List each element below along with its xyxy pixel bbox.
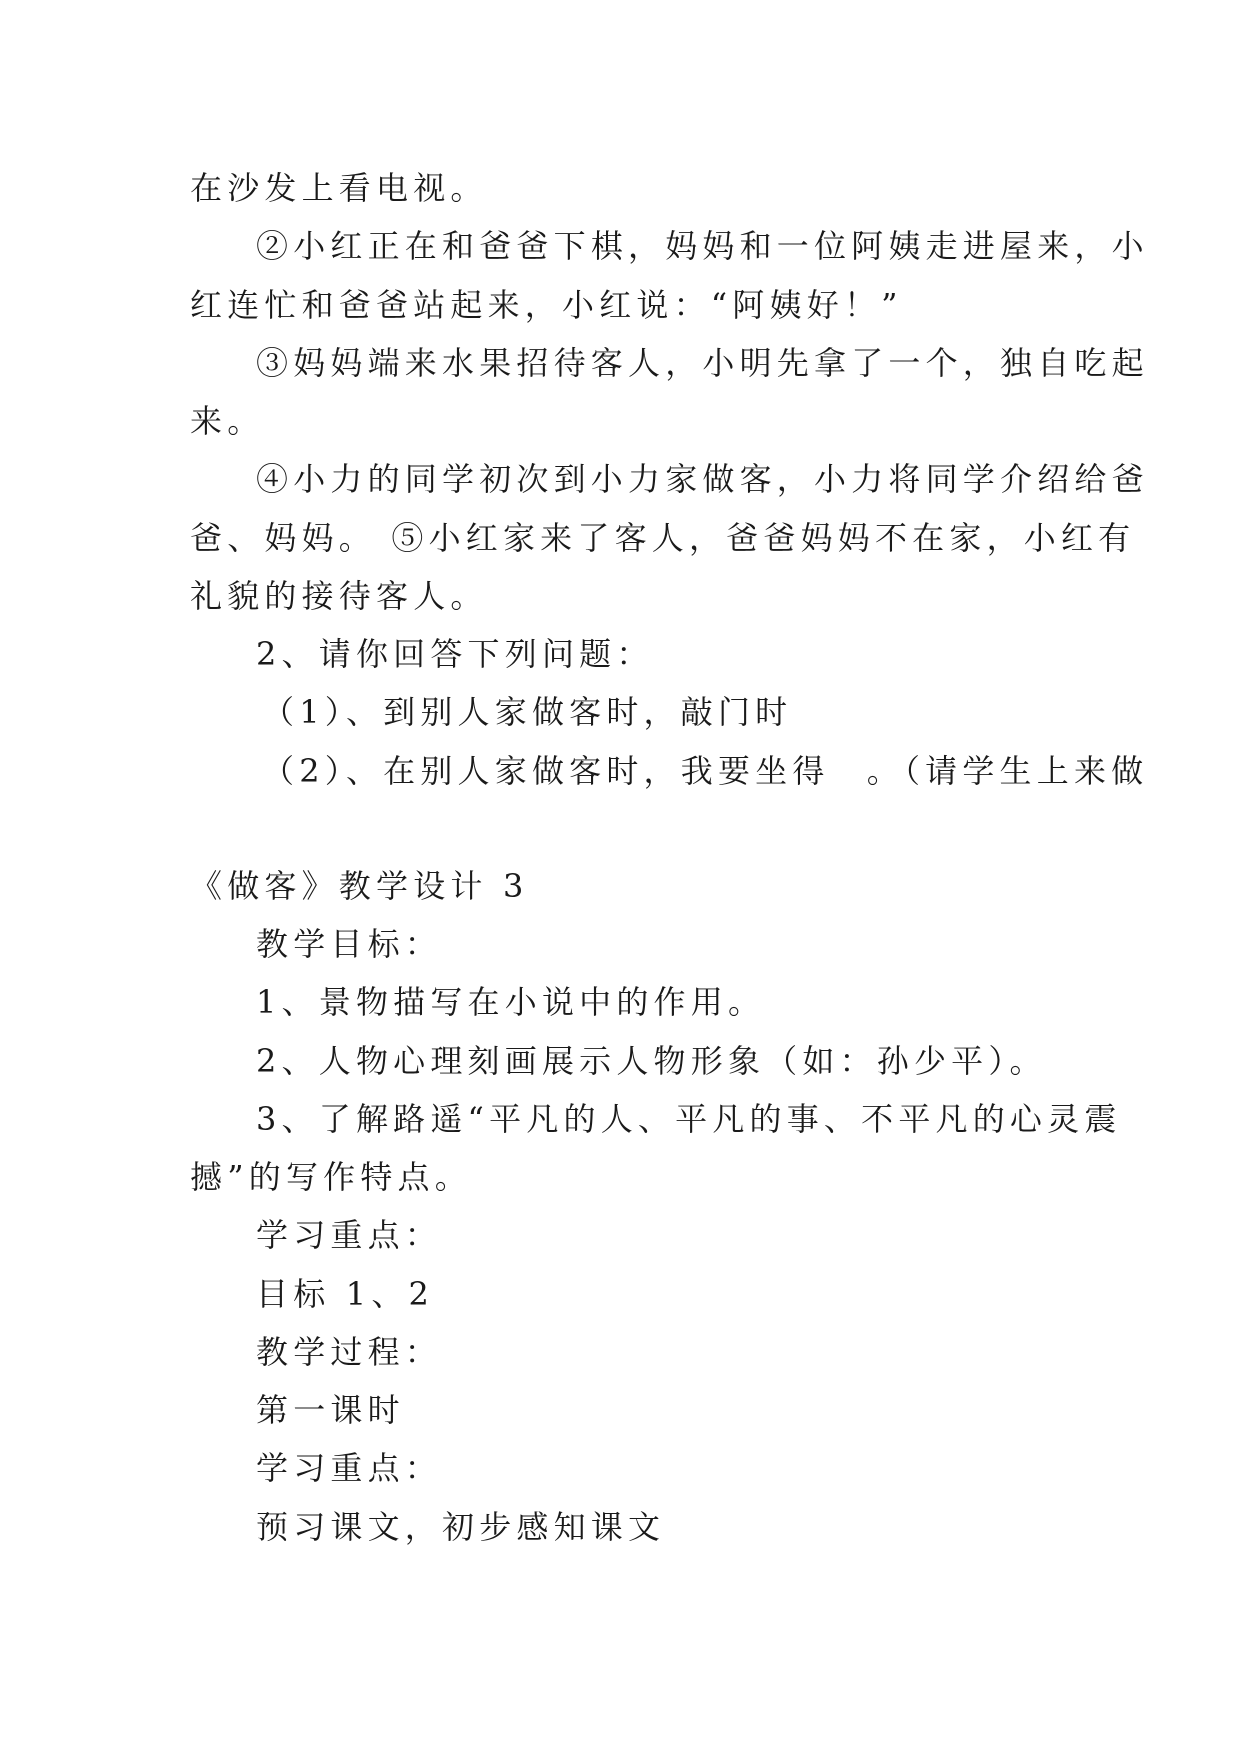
text-line: ②小红正在和爸爸下棋，妈妈和一位阿姨走进屋来，小 bbox=[256, 227, 1149, 265]
text-line: 红连忙和爸爸站起来，小红说：“阿姨好！” bbox=[190, 286, 903, 324]
text-line: 第一课时 bbox=[256, 1391, 405, 1429]
text-line: 爸、妈妈。 ⑤小红家来了客人，爸爸妈妈不在家，小红有 bbox=[190, 519, 1136, 557]
text-line: 礼貌的接待客人。 bbox=[190, 577, 488, 615]
text-line: 在沙发上看电视。 bbox=[190, 169, 488, 207]
text-line: 来。 bbox=[190, 402, 265, 440]
text-line: 预习课文，初步感知课文 bbox=[256, 1508, 666, 1546]
text-line: 1、景物描写在小说中的作用。 bbox=[256, 983, 766, 1021]
section-title: 《做客》教学设计 3 bbox=[190, 867, 529, 905]
text-line: ③妈妈端来水果招待客人，小明先拿了一个，独自吃起 bbox=[256, 344, 1149, 382]
text-line: （2）、在别人家做客时，我要坐得 。（请学生上来做 bbox=[262, 752, 1149, 790]
text-line: 教学过程： bbox=[256, 1333, 443, 1371]
text-line: ④小力的同学初次到小力家做客，小力将同学介绍给爸 bbox=[256, 460, 1149, 498]
text-line: 学习重点： bbox=[256, 1449, 443, 1487]
text-line: 2、人物心理刻画展示人物形象（如：孙少平）。 bbox=[256, 1042, 1047, 1080]
text-line: 3、了解路遥“平凡的人、平凡的事、不平凡的心灵震 bbox=[256, 1100, 1122, 1138]
text-line: 教学目标： bbox=[256, 925, 443, 963]
text-line: 撼”的写作特点。 bbox=[190, 1158, 472, 1196]
text-line: 目标 1、2 bbox=[256, 1275, 435, 1313]
text-line: 2、请你回答下列问题： bbox=[256, 635, 654, 673]
text-line: （1）、到别人家做客时，敲门时 bbox=[262, 693, 793, 731]
text-line: 学习重点： bbox=[256, 1216, 443, 1254]
